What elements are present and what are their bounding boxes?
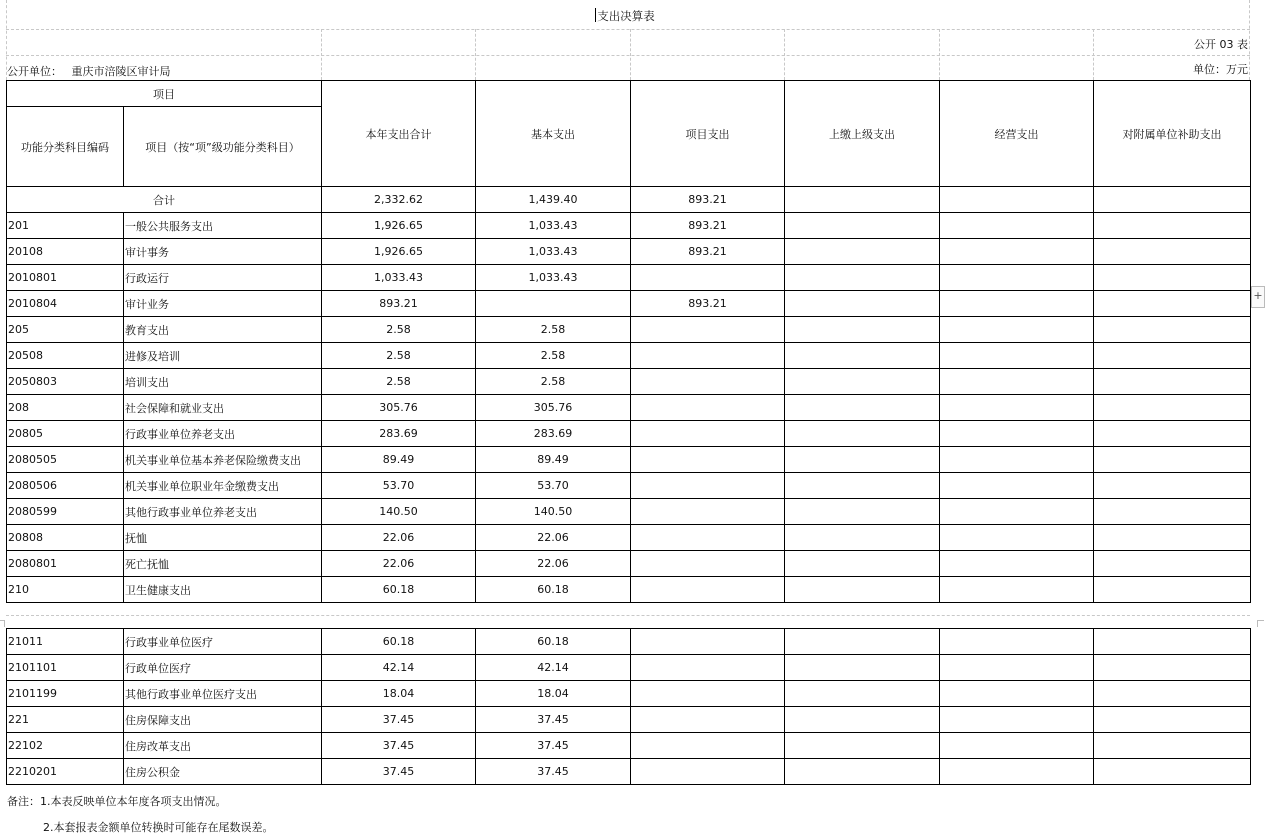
table-row [7,681,1251,707]
value-cell [631,759,785,785]
gridline [784,29,785,80]
value-cell [1094,629,1251,655]
gridline [630,29,631,80]
total-cell [1094,187,1251,213]
value-cell [1094,395,1251,421]
value-cell [940,317,1094,343]
table-row [7,577,1251,603]
table-row [7,343,1251,369]
item-name-cell: 行政运行 [124,265,322,291]
value-cell [1094,499,1251,525]
value-cell [1094,577,1251,603]
value-cell: 2.58 [322,369,476,395]
code-cell: 2080506 [7,473,124,499]
value-cell: 1,926.65 [322,213,476,239]
gridline [6,29,1250,30]
header-col: 上缴上级支出 [785,81,940,187]
code-cell: 2050803 [7,369,124,395]
value-cell [940,629,1094,655]
note-line-2: 2.本套报表金额单位转换时可能存在尾数误差。 [43,821,274,834]
value-cell: 893.21 [631,239,785,265]
value-cell: 1,033.43 [322,265,476,291]
value-cell [785,681,940,707]
value-cell [631,265,785,291]
item-name-cell: 住房改革支出 [124,733,322,759]
table-row [7,551,1251,577]
value-cell: 2.58 [322,343,476,369]
value-cell [1094,759,1251,785]
value-cell: 893.21 [631,291,785,317]
gridline [6,55,1250,56]
value-cell [1094,525,1251,551]
item-name-cell: 住房保障支出 [124,707,322,733]
code-cell: 210 [7,577,124,603]
total-cell: 1,439.40 [476,187,631,213]
code-cell: 208 [7,395,124,421]
gridline [321,29,322,80]
value-cell [940,369,1094,395]
value-cell [785,291,940,317]
value-cell [785,525,940,551]
value-cell [1094,707,1251,733]
value-cell: 1,033.43 [476,213,631,239]
code-cell: 2080599 [7,499,124,525]
value-cell: 37.45 [322,759,476,785]
item-name-cell: 其他行政事业单位养老支出 [124,499,322,525]
value-cell [785,369,940,395]
value-cell: 1,033.43 [476,239,631,265]
value-cell: 893.21 [631,213,785,239]
value-cell [785,577,940,603]
unit-name: 重庆市涪陵区审计局 [71,65,171,78]
value-cell [940,473,1094,499]
table-row [7,473,1251,499]
value-cell: 37.45 [322,707,476,733]
value-cell [1094,213,1251,239]
value-cell [1094,655,1251,681]
value-cell [785,395,940,421]
item-name-cell: 卫生健康支出 [124,577,322,603]
value-cell: 2.58 [476,343,631,369]
value-cell [631,395,785,421]
value-cell: 140.50 [322,499,476,525]
value-cell [785,655,940,681]
code-cell: 2010801 [7,265,124,291]
value-cell [631,447,785,473]
value-cell: 18.04 [322,681,476,707]
value-cell [785,733,940,759]
total-cell [785,187,940,213]
value-cell: 53.70 [476,473,631,499]
value-cell: 37.45 [476,733,631,759]
value-cell [785,551,940,577]
value-cell: 22.06 [476,551,631,577]
table-row [7,733,1251,759]
currency-label: 单位：万元 [1193,63,1248,76]
code-cell: 2210201 [7,759,124,785]
page-corner-marker [1257,620,1264,627]
code-cell: 2010804 [7,291,124,317]
value-cell [1094,343,1251,369]
value-cell: 2.58 [476,369,631,395]
value-cell [940,525,1094,551]
item-name-cell: 培训支出 [124,369,322,395]
total-label: 合计 [7,187,322,213]
value-cell [476,291,631,317]
value-cell [940,343,1094,369]
value-cell: 37.45 [476,759,631,785]
gridline [6,615,1250,616]
code-cell: 2080505 [7,447,124,473]
item-name-cell: 行政事业单位养老支出 [124,421,322,447]
header-group: 项目 [7,81,322,107]
page-corner-marker [0,620,5,627]
value-cell [940,239,1094,265]
value-cell [631,473,785,499]
table-code: 公开 03 表 [1194,38,1248,51]
value-cell [631,525,785,551]
value-cell [940,759,1094,785]
header-col: 对附属单位补助支出 [1094,81,1251,187]
value-cell: 1,033.43 [476,265,631,291]
item-name-cell: 住房公积金 [124,759,322,785]
value-cell: 1,926.65 [322,239,476,265]
item-name-cell: 行政事业单位医疗 [124,629,322,655]
value-cell: 2.58 [476,317,631,343]
expense-table [6,80,1251,603]
item-name-cell: 机关事业单位基本养老保险缴费支出 [124,447,322,473]
code-cell: 20108 [7,239,124,265]
item-name-cell: 死亡抚恤 [124,551,322,577]
value-cell [631,317,785,343]
table-row [7,707,1251,733]
value-cell: 42.14 [322,655,476,681]
value-cell [940,291,1094,317]
value-cell: 283.69 [476,421,631,447]
value-cell: 89.49 [476,447,631,473]
value-cell: 37.45 [476,707,631,733]
value-cell: 37.45 [322,733,476,759]
code-cell: 20508 [7,343,124,369]
item-name-cell: 行政单位医疗 [124,655,322,681]
header-col: 本年支出合计 [322,81,476,187]
value-cell [785,343,940,369]
table-row [7,759,1251,785]
value-cell [1094,733,1251,759]
value-cell [785,213,940,239]
table-row [7,265,1251,291]
value-cell [1094,369,1251,395]
value-cell [940,707,1094,733]
value-cell [940,577,1094,603]
value-cell [1094,551,1251,577]
value-cell [940,551,1094,577]
value-cell: 60.18 [322,577,476,603]
value-cell [785,707,940,733]
total-cell: 893.21 [631,187,785,213]
code-cell: 205 [7,317,124,343]
value-cell [940,213,1094,239]
value-cell [940,499,1094,525]
value-cell [631,577,785,603]
value-cell [940,421,1094,447]
total-cell [940,187,1094,213]
value-cell: 283.69 [322,421,476,447]
code-cell: 2101199 [7,681,124,707]
value-cell [1094,291,1251,317]
page-title[interactable]: 支出决算表 [597,9,655,23]
item-name-cell: 审计业务 [124,291,322,317]
item-name-cell: 审计事务 [124,239,322,265]
item-name-cell: 抚恤 [124,525,322,551]
value-cell: 893.21 [322,291,476,317]
value-cell [1094,447,1251,473]
item-name-cell: 机关事业单位职业年金缴费支出 [124,473,322,499]
value-cell [1094,265,1251,291]
header-col: 经营支出 [940,81,1094,187]
value-cell [785,759,940,785]
value-cell [940,681,1094,707]
code-cell: 221 [7,707,124,733]
unit-label-row [7,63,171,79]
value-cell [785,265,940,291]
value-cell: 305.76 [476,395,631,421]
value-cell: 60.18 [322,629,476,655]
value-cell [785,499,940,525]
table-row [7,291,1251,317]
table-row [7,655,1251,681]
value-cell: 42.14 [476,655,631,681]
code-cell: 20805 [7,421,124,447]
value-cell [785,421,940,447]
table-row [7,421,1251,447]
total-row [7,187,1251,213]
value-cell [1094,317,1251,343]
value-cell: 22.06 [476,525,631,551]
code-cell: 2101101 [7,655,124,681]
unit-label: 公开单位： [7,65,62,78]
total-cell: 2,332.62 [322,187,476,213]
value-cell [940,447,1094,473]
value-cell [785,447,940,473]
value-cell: 2.58 [322,317,476,343]
gridline [939,29,940,80]
header-code: 功能分类科目编码 [7,107,124,187]
code-cell: 201 [7,213,124,239]
value-cell: 53.70 [322,473,476,499]
value-cell: 60.18 [476,577,631,603]
code-cell: 2080801 [7,551,124,577]
value-cell [631,655,785,681]
gridline [1093,29,1094,80]
table-row [7,213,1251,239]
header-col: 项目支出 [631,81,785,187]
value-cell [631,681,785,707]
value-cell [1094,681,1251,707]
value-cell [785,473,940,499]
value-cell [631,707,785,733]
value-cell: 18.04 [476,681,631,707]
header-col: 基本支出 [476,81,631,187]
value-cell: 22.06 [322,551,476,577]
value-cell [1094,473,1251,499]
item-name-cell: 社会保障和就业支出 [124,395,322,421]
value-cell [940,395,1094,421]
code-cell: 20808 [7,525,124,551]
value-cell: 305.76 [322,395,476,421]
value-cell [785,239,940,265]
item-name-cell: 一般公共服务支出 [124,213,322,239]
table-row [7,395,1251,421]
header-item: 项目（按“项”级功能分类科目） [124,107,322,187]
value-cell [631,629,785,655]
item-name-cell: 教育支出 [124,317,322,343]
value-cell [631,343,785,369]
expense-table-continued [6,628,1251,785]
table-row [7,447,1251,473]
value-cell [631,421,785,447]
table-row [7,317,1251,343]
value-cell: 140.50 [476,499,631,525]
note-line-1: 备注：1.本表反映单位本年度各项支出情况。 [7,795,227,808]
add-column-button[interactable]: + [1251,286,1265,308]
value-cell: 89.49 [322,447,476,473]
item-name-cell: 其他行政事业单位医疗支出 [124,681,322,707]
value-cell [940,265,1094,291]
code-cell: 22102 [7,733,124,759]
table-row [7,499,1251,525]
table-header-row [7,81,1251,107]
value-cell: 22.06 [322,525,476,551]
value-cell [631,369,785,395]
table-row [7,369,1251,395]
value-cell [785,317,940,343]
table-row [7,239,1251,265]
item-name-cell: 进修及培训 [124,343,322,369]
table-row [7,629,1251,655]
value-cell [1094,239,1251,265]
value-cell [631,499,785,525]
value-cell [940,655,1094,681]
value-cell [940,733,1094,759]
code-cell: 21011 [7,629,124,655]
value-cell [1094,421,1251,447]
table-row [7,525,1251,551]
value-cell [631,733,785,759]
value-cell [631,551,785,577]
value-cell: 60.18 [476,629,631,655]
value-cell [785,629,940,655]
gridline [475,29,476,80]
